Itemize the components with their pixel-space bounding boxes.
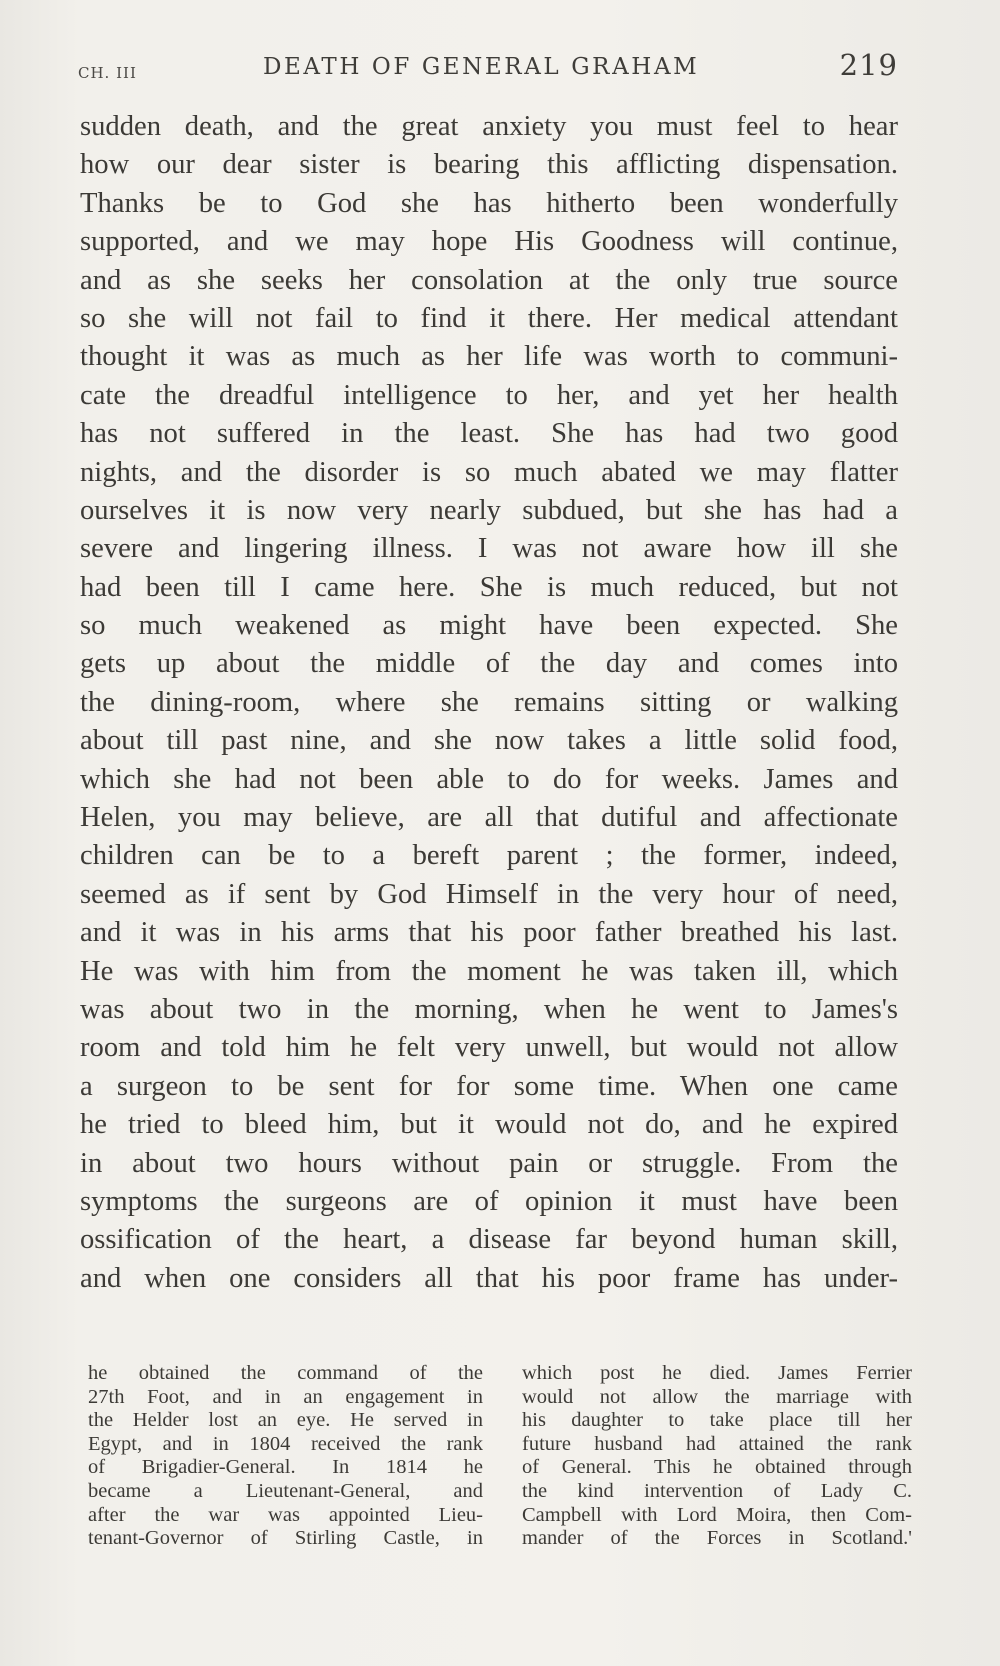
text-line: thought it was as much as her life was worth to communi- [80, 341, 898, 373]
text-line: and it was in his arms that his poor father breathed his last. [80, 917, 898, 949]
text-line: has not suffered in the least. She has had two good [80, 418, 898, 450]
text-line: children can be to a bereft parent ; the former, indeed, [80, 840, 898, 872]
text-line: and as she seeks her consolation at the only true source [80, 264, 898, 296]
text-line: in about two hours without pain or struggle. From the [80, 1147, 898, 1179]
footnote-line: he obtained the command of the [88, 1362, 483, 1384]
text-line: severe and lingering illness. I was not aware how ill she [80, 533, 898, 565]
footnote-line: of Brigadier-General. In 1814 he [88, 1456, 483, 1479]
text-line: how our dear sister is bearing this afflicting dispensation. [80, 149, 898, 181]
footnote-line: which post he died. James Ferrier [522, 1362, 912, 1384]
text-line: room and told him he felt very unwell, but would not allow [80, 1032, 898, 1064]
footnote-line: 27th Foot, and in an engagement in [88, 1385, 483, 1408]
footnote-line: would not allow the marriage with [522, 1385, 912, 1408]
footnote-right-column [522, 1362, 912, 1551]
text-line: which she had not been able to do for weeks. James and [80, 763, 898, 795]
running-header [78, 44, 898, 88]
text-line: cate the dreadful intelligence to her, and yet her health [80, 379, 898, 411]
text-line: so much weakened as might have been expected. She [80, 610, 898, 642]
footnote-line: became a Lieutenant-General, and [88, 1479, 483, 1502]
text-line: symptoms the surgeons are of opinion it must have been [80, 1185, 898, 1217]
text-line: ossification of the heart, a disease far beyond human skill, [80, 1224, 898, 1256]
main-text [80, 108, 898, 1298]
text-line: Helen, you may believe, are all that dutiful and affectionate [80, 802, 898, 834]
footnote-line: of General. This he obtained through [522, 1456, 912, 1479]
text-line: a surgeon to be sent for for some time. When one came [80, 1070, 898, 1102]
text-line: nights, and the disorder is so much abated we may flatter [80, 456, 898, 488]
footnote-line: mander of the Forces in Scotland.' [522, 1527, 912, 1550]
text-line: had been till I came here. She is much reduced, but not [80, 571, 898, 603]
footnote-line: tenant-Governor of Stirling Castle, in [88, 1527, 483, 1550]
footnote-left-column [88, 1362, 483, 1551]
chapter-label: CH. III [78, 64, 137, 82]
text-line: ourselves it is now very nearly subdued, but she has had a [80, 494, 898, 526]
text-line: was about two in the morning, when he went to James's [80, 993, 898, 1025]
text-line: supported, and we may hope His Goodness will continue, [80, 226, 898, 258]
footnote-line: the kind intervention of Lady C. [522, 1479, 912, 1502]
text-line: the dining-room, where she remains sitting or walking [80, 686, 898, 718]
running-title: DEATH OF GENERAL GRAHAM [263, 54, 700, 80]
text-line: he tried to bleed him, but it would not do, and he expired [80, 1109, 898, 1141]
text-line: and when one considers all that his poor frame has under- [80, 1262, 898, 1294]
text-line: Thanks be to God she has hitherto been wonderfully [80, 187, 898, 219]
text-line: sudden death, and the great anxiety you must feel to hear [80, 111, 898, 142]
footnote-line: his daughter to take place till her [522, 1409, 912, 1432]
text-line: so she will not fail to find it there. Her medical attendant [80, 302, 898, 334]
text-line: about till past nine, and she now takes a little solid food, [80, 725, 898, 757]
text-line: gets up about the middle of the day and comes into [80, 648, 898, 680]
page-number: 219 [839, 48, 898, 82]
footnote-line: after the war was appointed Lieu- [88, 1503, 483, 1526]
footnote-line: the Helder lost an eye. He served in [88, 1409, 483, 1432]
text-line: seemed as if sent by God Himself in the very hour of need, [80, 878, 898, 910]
footnote-line: Campbell with Lord Moira, then Com- [522, 1503, 912, 1526]
footnote-line: future husband had attained the rank [522, 1432, 912, 1455]
footnote-line: Egypt, and in 1804 received the rank [88, 1432, 483, 1455]
text-line: He was with him from the moment he was taken ill, which [80, 955, 898, 987]
